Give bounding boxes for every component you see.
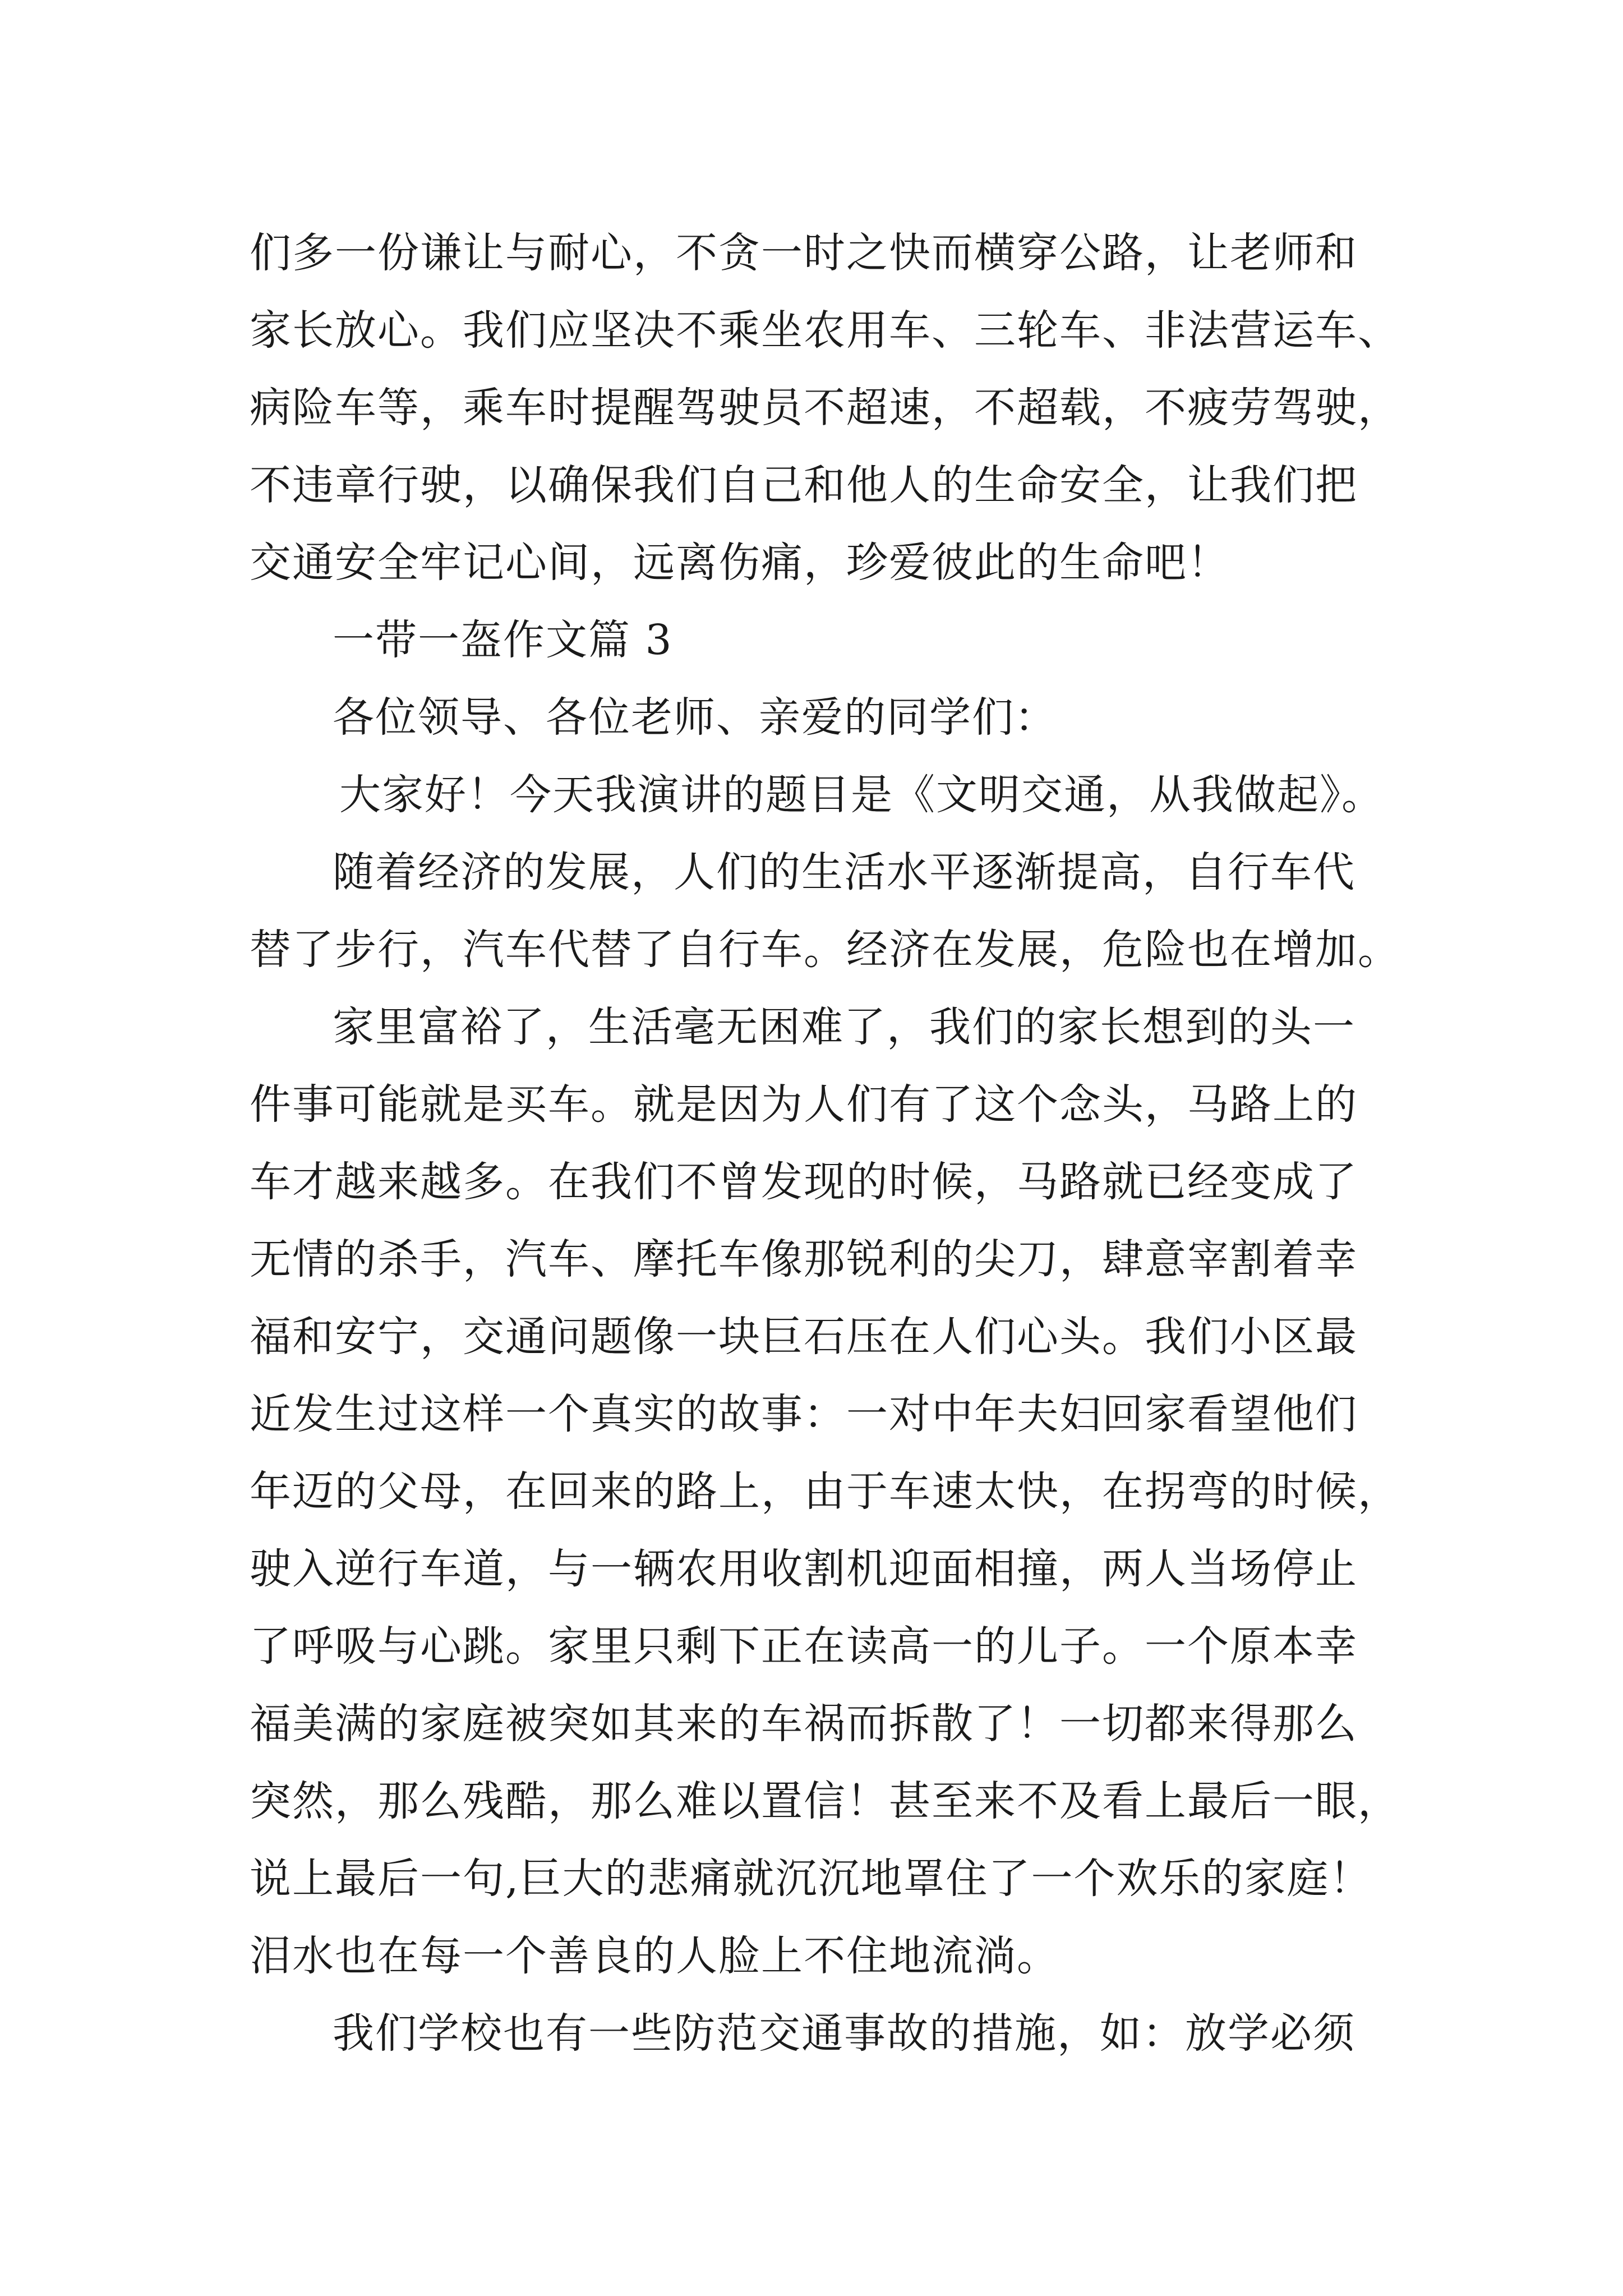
text-line: 家里富裕了，生活毫无困难了，我们的家长想到的头一 bbox=[333, 1003, 1355, 1051]
text-line: 福美满的家庭被突如其来的车祸而拆散了！一切都来得那么 bbox=[250, 1700, 1358, 1748]
salutation: 各位领导、各位老师、亲爱的同学们： bbox=[333, 693, 1057, 742]
text-line: 泪水也在每一个善良的人脸上不住地流淌。 bbox=[250, 1932, 1059, 1980]
document-body bbox=[250, 214, 1400, 2072]
text-line: 车才越来越多。在我们不曾发现的时候，马路就已经变成了 bbox=[250, 1158, 1358, 1206]
text-line: 不违章行驶，以确保我们自己和他人的生命安全，让我们把 bbox=[250, 461, 1358, 509]
section-heading: 一带一盔作文篇 3 bbox=[333, 616, 673, 664]
text-line: 病险车等，乘车时提醒驾驶员不超速，不超载，不疲劳驾驶， bbox=[250, 384, 1400, 432]
text-line: 件事可能就是买车。就是因为人们有了这个念头，马路上的 bbox=[250, 1080, 1358, 1129]
text-line: 近发生过这样一个真实的故事：一对中年夫妇回家看望他们 bbox=[250, 1390, 1358, 1438]
text-line: 替了步行，汽车代替了自行车。经济在发展，危险也在增加。 bbox=[250, 926, 1400, 974]
text-line: 我们学校也有一些防范交通事故的措施，如：放学必须 bbox=[333, 2009, 1355, 2058]
text-line: 了呼吸与心跳。家里只剩下正在读高一的儿子。一个原本幸 bbox=[250, 1622, 1358, 1671]
text-line: 突然，那么残酷，那么难以置信！甚至来不及看上最后一眼， bbox=[250, 1777, 1400, 1825]
text-line: 无情的杀手，汽车、摩托车像那锐利的尖刀，肆意宰割着幸 bbox=[250, 1235, 1358, 1283]
text-line: 大家好！今天我演讲的题目是《文明交通，从我做起》。 bbox=[339, 771, 1384, 819]
text-line: 年迈的父母，在回来的路上，由于车速太快，在拐弯的时候， bbox=[250, 1467, 1400, 1516]
text-line: 交通安全牢记心间，远离伤痛，珍爱彼此的生命吧！ bbox=[250, 539, 1230, 587]
text-line: 驶入逆行车道，与一辆农用收割机迎面相撞，两人当场停止 bbox=[250, 1545, 1358, 1593]
text-line: 们多一份谦让与耐心，不贪一时之快而横穿公路，让老师和 bbox=[250, 229, 1358, 277]
text-line: 福和安宁，交通问题像一块巨石压在人们心头。我们小区最 bbox=[250, 1313, 1358, 1361]
text-line: 随着经济的发展，人们的生活水平逐渐提高，自行车代 bbox=[333, 848, 1355, 896]
text-line: 说上最后一句,巨大的悲痛就沉沉地罩住了一个欢乐的家庭！ bbox=[250, 1855, 1372, 1903]
text-line: 家长放心。我们应坚决不乘坐农用车、三轮车、非法营运车、 bbox=[250, 306, 1400, 355]
